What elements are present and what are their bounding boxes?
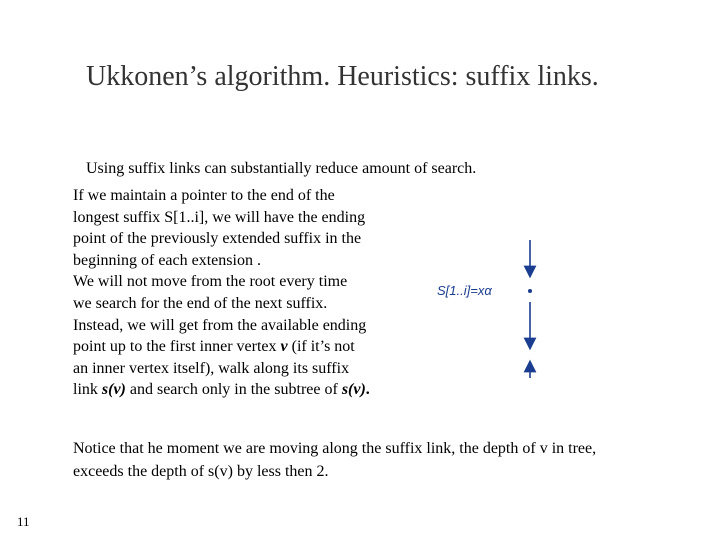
diagram-label: S[1..i]=xα (437, 283, 492, 298)
body-line-text: point up to the first inner vertex (73, 338, 281, 356)
path-node (528, 289, 532, 293)
body-line: point of the previously extended suffix in the (73, 230, 362, 248)
body-line: longest suffix S[1..i], we will have the ending (73, 208, 366, 226)
body-line: beginning of each extension . (73, 251, 261, 269)
notice-text: Notice that he moment we are moving along the suffix link, the depth of v in tree, exceeds the depth of s(v) by less then 2. (73, 440, 597, 480)
body-line: an inner vertex itself), walk along its suffix (73, 359, 350, 377)
body-line: Instead, we will get from the available ending (73, 316, 367, 334)
body-line-text: (if it’s not (287, 338, 355, 356)
slide-title: Ukkonen’s algorithm. Heuristics: suffix links. (86, 61, 599, 92)
body-line (73, 379, 423, 401)
body-line-text: link (73, 381, 102, 399)
subtree-sv: s(v) (341, 381, 366, 399)
intro-text: Using suffix links can substantially reduce amount of search. (86, 160, 477, 177)
suffix-path-diagram (430, 232, 560, 387)
body-text (73, 185, 423, 401)
vertex-v: v (280, 338, 288, 356)
body-line-end: . (365, 381, 370, 399)
body-line (73, 336, 423, 358)
body-line-text: and search only in the subtree of (125, 381, 342, 399)
body-line: we search for the end of the next suffix. (73, 294, 328, 312)
body-line: We will not move from the root every time (73, 273, 348, 291)
body-line: If we maintain a pointer to the end of the (73, 187, 335, 204)
suffix-link-sv: s(v) (101, 381, 126, 399)
page-number: 11 (17, 514, 30, 529)
